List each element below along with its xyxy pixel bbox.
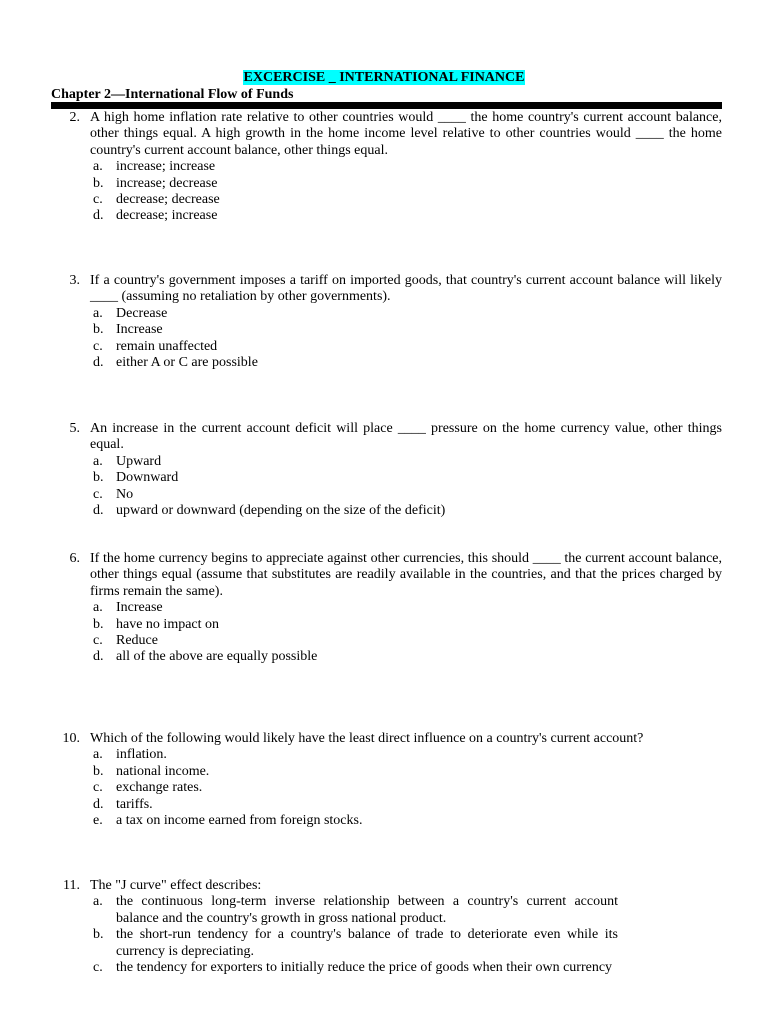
option-list [0, 600, 768, 666]
option-letter: b. [93, 470, 104, 486]
option-text: Reduce [116, 633, 158, 649]
question-6 [0, 551, 768, 666]
option-item [0, 503, 768, 519]
option-text: tariffs. [116, 796, 153, 812]
option-text: increase; decrease [116, 175, 218, 191]
option-list [0, 894, 768, 976]
option-item [0, 927, 768, 960]
option-item [0, 176, 768, 192]
question-text: If a country's government imposes a tariff on imported goods, that country's current account balance will likely ____ (assuming no retaliation by other governments). [90, 273, 722, 305]
option-item [0, 600, 768, 616]
option-text: No [116, 486, 134, 502]
option-text: Increase [116, 600, 163, 616]
question-number: 6. [69, 551, 80, 566]
question-text: Which of the following would likely have the least direct influence on a country's current account? [90, 731, 644, 746]
option-letter: d. [93, 208, 104, 224]
option-letter: b. [93, 322, 104, 338]
option-letter: b. [93, 763, 104, 779]
option-letter: a. [93, 305, 103, 321]
option-text: either A or C are possible [116, 355, 258, 371]
option-text: increase; increase [116, 159, 216, 175]
option-list [0, 159, 768, 225]
option-text: national income. [116, 763, 210, 779]
option-letter: a. [93, 159, 103, 175]
option-text: a tax on income earned from foreign stocks. [116, 813, 363, 829]
option-letter: b. [93, 175, 104, 191]
option-text: all of the above are equally possible [116, 649, 318, 665]
option-item [0, 339, 768, 355]
question-2 [0, 110, 768, 225]
question-text: If the home currency begins to appreciate against other currencies, this should ____ the current account balance, other things equal (assume that substitutes are readily available in the countries, and that the prices charged by firms remain the same). [90, 551, 722, 599]
option-item [0, 894, 768, 927]
question-10 [0, 731, 768, 829]
option-item [0, 813, 768, 829]
question-text: A high home inflation rate relative to other countries would ____ the home country's current account balance, other things equal. A high growth in the home income level relative to other countries would ____ the home country's current account balance, other things equal. [90, 110, 722, 158]
option-letter: d. [93, 649, 104, 665]
option-item [0, 649, 768, 665]
option-letter: c. [93, 633, 103, 649]
question-5 [0, 421, 768, 519]
question-number: 3. [69, 273, 80, 288]
question-number: 2. [69, 110, 80, 125]
option-letter: a. [93, 600, 103, 616]
option-item [0, 208, 768, 224]
option-text: the short-run tendency for a country's balance of trade to deteriorate even while its currency is depreciating. [116, 927, 618, 959]
option-letter: d. [93, 503, 104, 519]
option-letter: a. [93, 453, 103, 469]
option-letter: a. [93, 894, 103, 910]
option-list [0, 306, 768, 372]
option-letter: c. [93, 960, 103, 976]
option-text: Upward [116, 453, 162, 469]
option-letter: b. [93, 616, 104, 632]
option-letter: b. [93, 927, 104, 943]
option-item [0, 159, 768, 175]
option-text: decrease; decrease [116, 192, 220, 208]
title-highlight: EXCERCISE _ INTERNATIONAL FINANCE [243, 70, 525, 85]
question-number: 5. [69, 421, 80, 436]
option-letter: c. [93, 780, 103, 796]
option-text: have no impact on [116, 616, 220, 632]
option-letter: d. [93, 355, 104, 371]
option-text: Increase [116, 322, 163, 338]
option-list [0, 747, 768, 829]
question-3 [0, 273, 768, 371]
option-text: Downward [116, 470, 179, 486]
option-text: Decrease [116, 305, 168, 321]
option-text: the tendency for exporters to initially reduce the price of goods when their own currency [116, 960, 613, 976]
option-text: exchange rates. [116, 780, 203, 796]
option-item [0, 797, 768, 813]
option-item [0, 306, 768, 322]
option-item [0, 747, 768, 763]
option-letter: c. [93, 192, 103, 208]
option-item [0, 322, 768, 338]
option-item [0, 960, 768, 976]
option-letter: e. [93, 813, 103, 829]
option-item [0, 487, 768, 503]
document-title [0, 69, 768, 86]
question-text: An increase in the current account deficit will place ____ pressure on the home currency value, other things equal. [90, 421, 722, 453]
heading-rule [51, 102, 722, 109]
option-item [0, 454, 768, 470]
option-letter: c. [93, 486, 103, 502]
chapter-heading: Chapter 2—International Flow of Funds [51, 87, 294, 102]
option-letter: c. [93, 338, 103, 354]
option-text: remain unaffected [116, 338, 218, 354]
option-item [0, 355, 768, 371]
question-number: 10. [62, 731, 80, 746]
option-text: the continuous long-term inverse relationship between a country's current account balance and the country's growth in gross national product. [116, 894, 618, 926]
option-list [0, 454, 768, 520]
option-item [0, 764, 768, 780]
option-item [0, 617, 768, 633]
option-text: decrease; increase [116, 208, 218, 224]
question-11 [0, 878, 768, 976]
option-item [0, 192, 768, 208]
option-item [0, 470, 768, 486]
question-text: The "J curve" effect describes: [90, 878, 262, 893]
option-letter: a. [93, 747, 103, 763]
option-item [0, 780, 768, 796]
question-number: 11. [63, 878, 80, 893]
option-item [0, 633, 768, 649]
option-text: inflation. [116, 747, 167, 763]
option-text: upward or downward (depending on the size of the deficit) [116, 503, 446, 519]
option-letter: d. [93, 796, 104, 812]
